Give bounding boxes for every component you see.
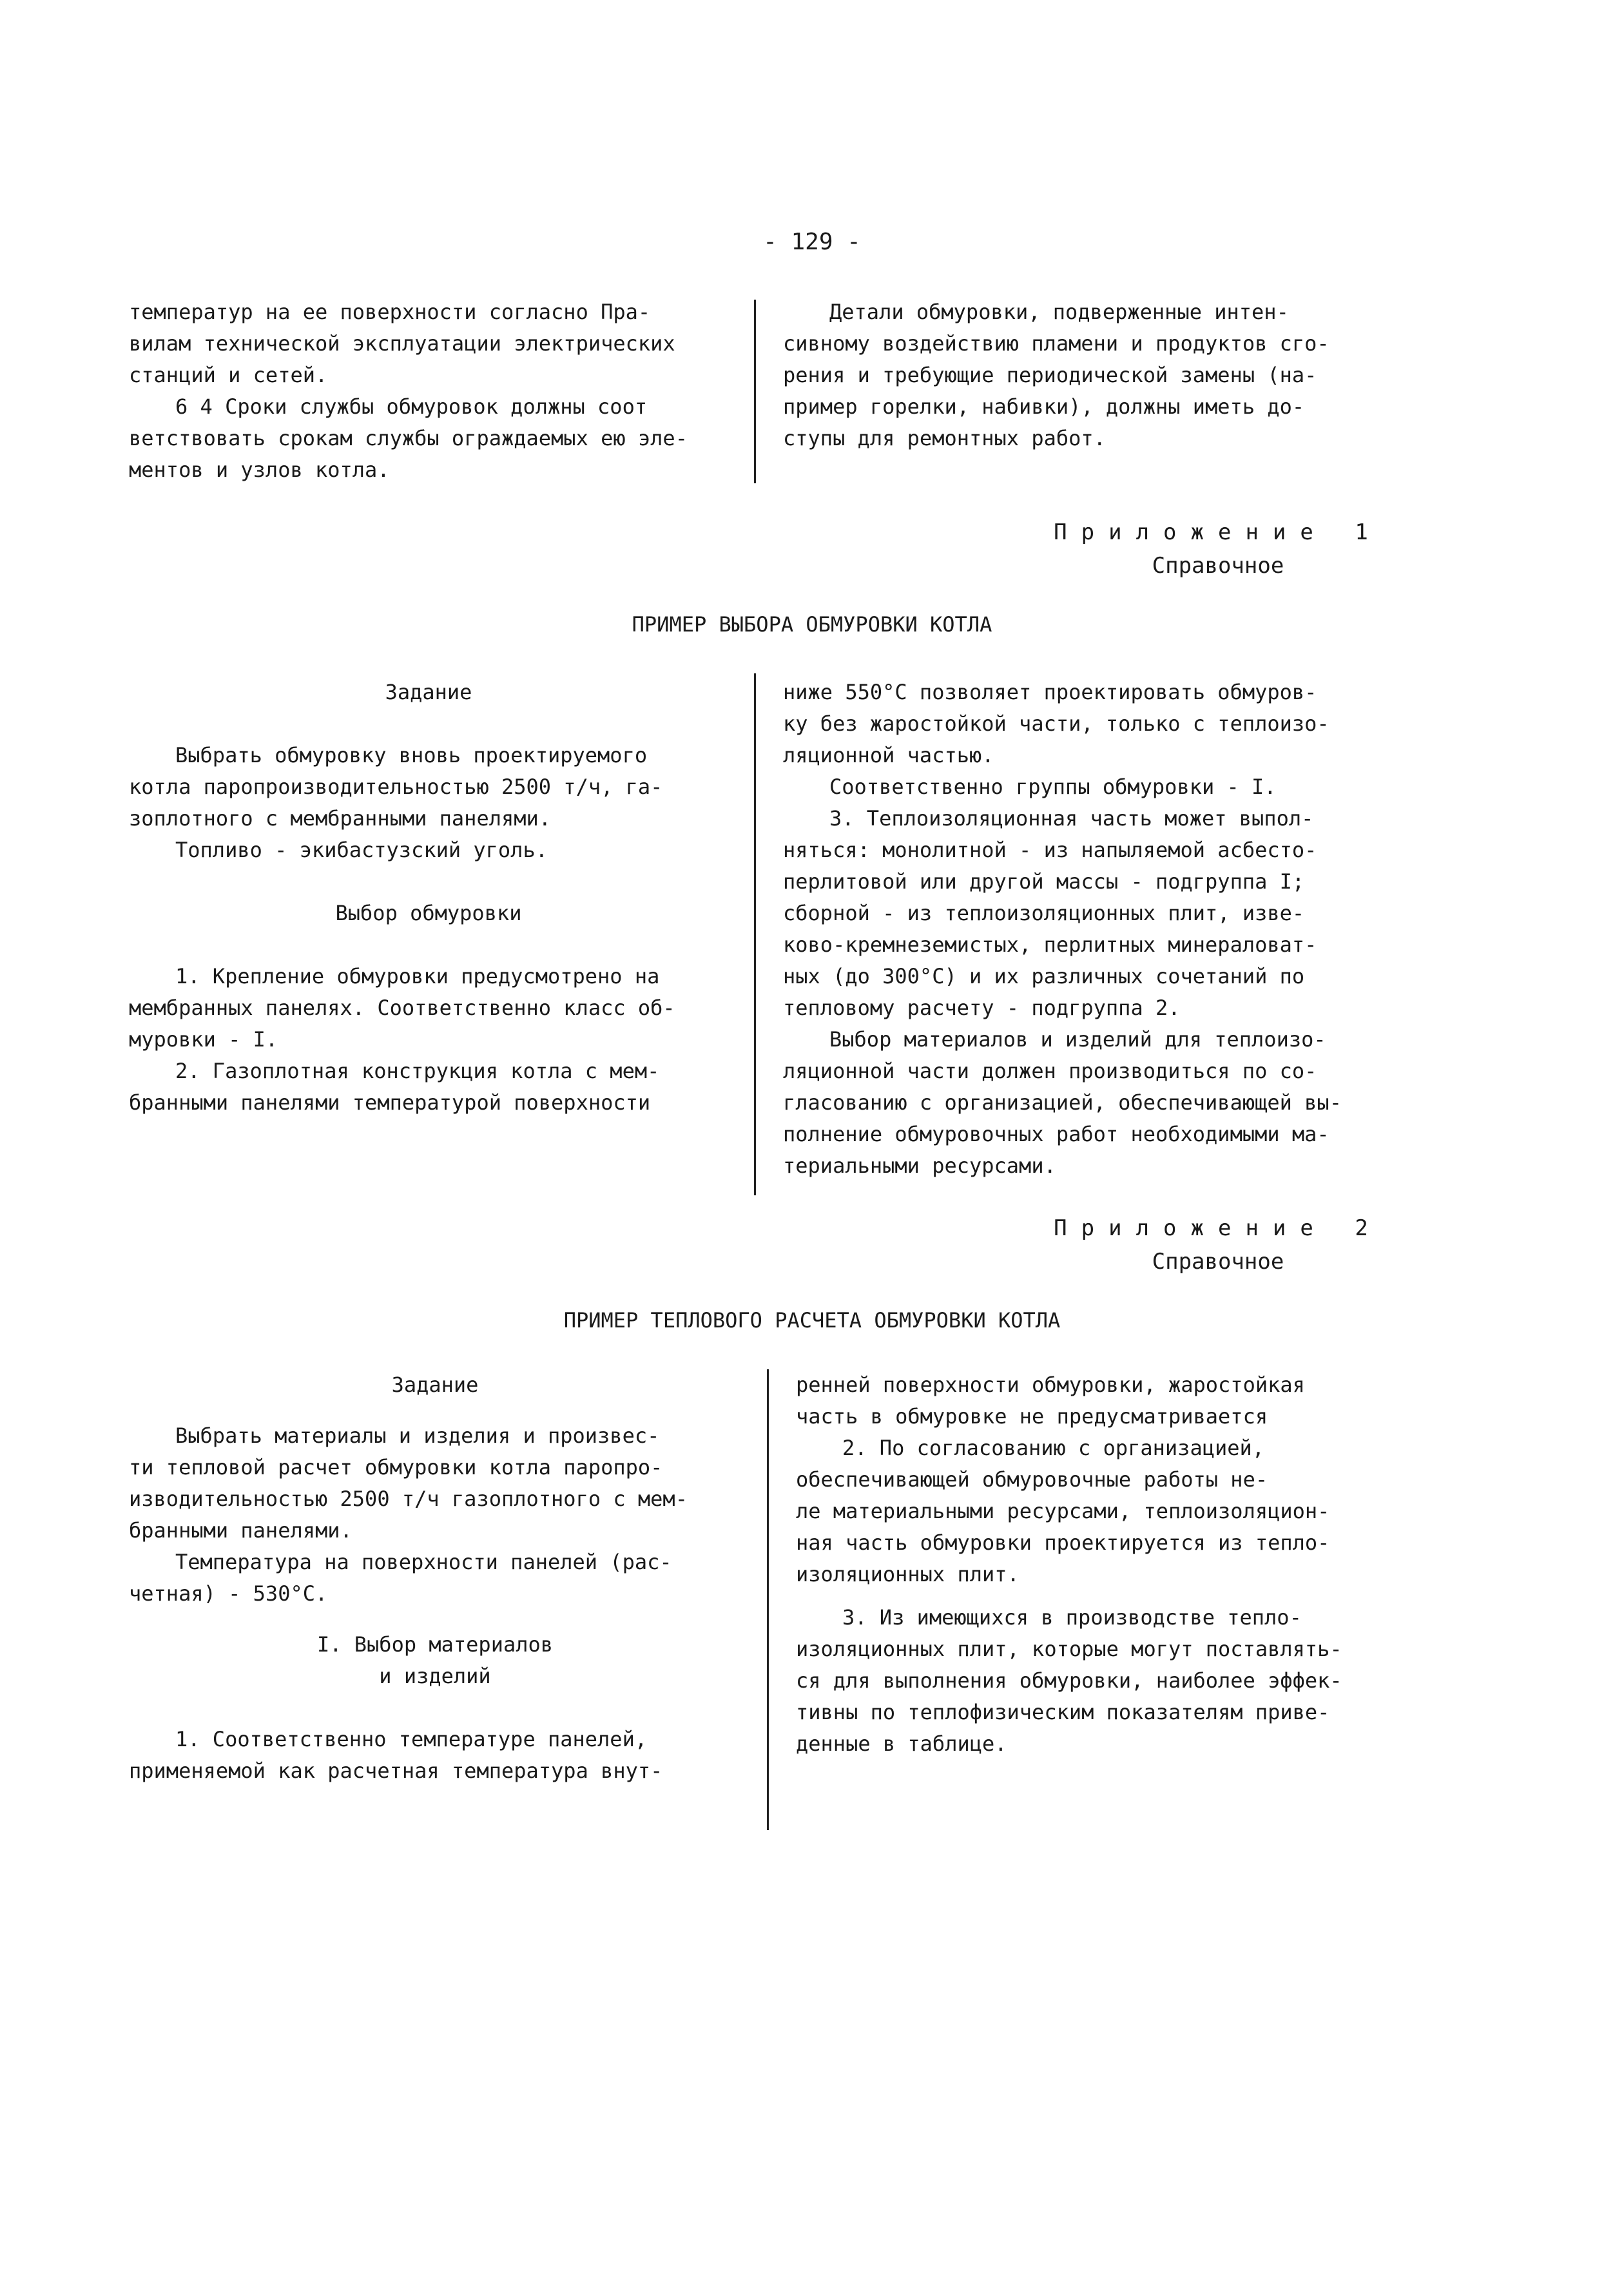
- text-line: часть в обмуровке не предусматривается: [796, 1404, 1268, 1429]
- text-line: ренней поверхности обмуровки, жаростойкая: [796, 1373, 1305, 1397]
- section-2-title: ПРИМЕР ТЕПЛОВОГО РАСЧЕТА ОБМУРОВКИ КОТЛА: [563, 1308, 1061, 1333]
- text-line: обеспечивающей обмуровочные работы не-: [796, 1467, 1268, 1492]
- text-line: Топливо - экибастузский уголь.: [175, 838, 548, 862]
- heading-choice: Выбор обмуровки: [335, 901, 522, 925]
- section-2-right-column: [796, 1369, 1389, 1760]
- text-line: ных (до 300°С) и их различных сочетаний по: [783, 964, 1305, 988]
- text-line: ле материальными ресурсами, теплоизоляцион-: [796, 1499, 1330, 1523]
- heading-task: Задание: [391, 1373, 479, 1397]
- text-line: 2. По согласованию с организацией,: [842, 1436, 1265, 1460]
- section-1-right-column: [783, 677, 1376, 1182]
- text-line: ступы для ремонтных работ.: [783, 426, 1106, 450]
- heading-task: Задание: [385, 680, 472, 704]
- column-divider: [754, 300, 756, 483]
- text-line: ная часть обмуровки проектируется из тепло-: [796, 1530, 1330, 1555]
- heading-choice: I. Выбор материалов: [316, 1632, 554, 1657]
- text-line: ниже 550°С позволяет проектировать обмуров-: [783, 680, 1317, 704]
- text-line: Температура на поверхности панелей (рас-: [175, 1550, 672, 1574]
- text-line: Выбрать обмуровку вновь проектируемого: [175, 743, 648, 767]
- text-line: 2. Газоплотная конструкция котла с мем-: [175, 1059, 660, 1083]
- text-line: 6 4 Сроки службы обмуровок должны соот: [175, 394, 648, 419]
- text-line: 1. Крепление обмуровки предусмотрено на: [175, 964, 660, 988]
- text-line: станций и сетей.: [129, 363, 328, 387]
- section-1-left-column: [129, 677, 728, 1119]
- text-line: Детали обмуровки, подверженные интен-: [829, 300, 1289, 324]
- text-line: температур на ее поверхности согласно Пра-: [129, 300, 651, 324]
- text-line: ляционной частью.: [783, 743, 994, 767]
- text-line: пример горелки, набивки), должны иметь до-: [783, 394, 1305, 419]
- text-line: сборной - из теплоизоляционных плит, изве-: [783, 901, 1305, 925]
- text-line: ку без жаростойкой части, только с теплоизо-: [783, 711, 1329, 736]
- top-left-column: [129, 296, 728, 486]
- text-line: ментов и узлов котла.: [129, 458, 390, 482]
- text-line: вилам технической эксплуатации электрических: [129, 331, 675, 356]
- text-line: Выбор материалов и изделий для теплоизо-: [829, 1027, 1326, 1052]
- text-line: ляционной части должен производиться по со-: [783, 1059, 1317, 1083]
- text-line: тивны по теплофизическим показателям приве-: [796, 1700, 1330, 1724]
- text-line: перлитовой или другой массы - подгруппа I;: [783, 869, 1305, 894]
- text-line: рения и требующие периодической замены (на-: [783, 363, 1317, 387]
- text-line: териальными ресурсами.: [783, 1153, 1056, 1178]
- appendix-label: Приложение 2: [1054, 1215, 1382, 1241]
- text-line: сивному воздействию пламени и продуктов сго-: [783, 331, 1329, 356]
- text-line: изводительностью 2500 т/ч газоплотного с мем-: [129, 1487, 688, 1511]
- appendix-type: Справочное: [1152, 1249, 1284, 1275]
- appendix-1-header: [1018, 516, 1418, 583]
- text-line: зоплотного с мембранными панелями.: [129, 806, 552, 831]
- appendix-2-header: [1018, 1211, 1418, 1278]
- text-line: ветствовать срокам службы ограждаемых ею эле-: [129, 426, 688, 450]
- top-right-column: [783, 296, 1376, 454]
- text-line: четная) - 530°С.: [129, 1581, 328, 1606]
- text-line: тепловому расчету - подгруппа 2.: [783, 996, 1181, 1020]
- section-2-left-column: [129, 1369, 741, 1787]
- text-line: Выбрать материалы и изделия и произвес-: [175, 1423, 660, 1448]
- text-line: 1. Соответственно температуре панелей,: [175, 1727, 648, 1751]
- text-line: бранными панелями.: [129, 1518, 353, 1543]
- text-line: 3. Из имеющихся в производстве тепло-: [842, 1605, 1302, 1630]
- heading-choice: и изделий: [379, 1664, 491, 1688]
- text-line: мембранных панелях. Соответственно класс об-: [129, 996, 675, 1020]
- text-line: бранными панелями температурой поверхности: [129, 1090, 651, 1115]
- page-number: - 129 -: [763, 229, 861, 255]
- text-line: котла паропроизводительностью 2500 т/ч, га-: [129, 775, 663, 799]
- text-line: няться: монолитной - из напыляемой асбесто-: [783, 838, 1317, 862]
- text-line: Соответственно группы обмуровки - I.: [829, 775, 1277, 799]
- text-line: ся для выполнения обмуровки, наиболее эффек-: [796, 1668, 1342, 1693]
- column-divider: [767, 1369, 769, 1830]
- text-line: гласованию с организацией, обеспечивающей вы-: [783, 1090, 1342, 1115]
- appendix-type: Справочное: [1152, 553, 1284, 579]
- appendix-label: Приложение 1: [1054, 519, 1382, 545]
- text-line: изоляционных плит, которые могут поставлять-: [796, 1637, 1342, 1661]
- text-line: применяемой как расчетная температура внут-: [129, 1758, 663, 1783]
- text-line: муровки - I.: [129, 1027, 278, 1052]
- text-line: полнение обмуровочных работ необходимыми ма-: [783, 1122, 1329, 1146]
- column-divider: [754, 673, 756, 1195]
- text-line: денные в таблице.: [796, 1731, 1007, 1756]
- section-1-title: ПРИМЕР ВЫБОРА ОБМУРОВКИ КОТЛА: [632, 612, 992, 637]
- text-line: ти тепловой расчет обмуровки котла паропро-: [129, 1455, 663, 1479]
- text-line: изоляционных плит.: [796, 1562, 1020, 1586]
- text-line: 3. Теплоизоляционная часть может выпол-: [829, 806, 1314, 831]
- text-line: ково-кремнеземистых, перлитных минераловат-: [783, 932, 1317, 957]
